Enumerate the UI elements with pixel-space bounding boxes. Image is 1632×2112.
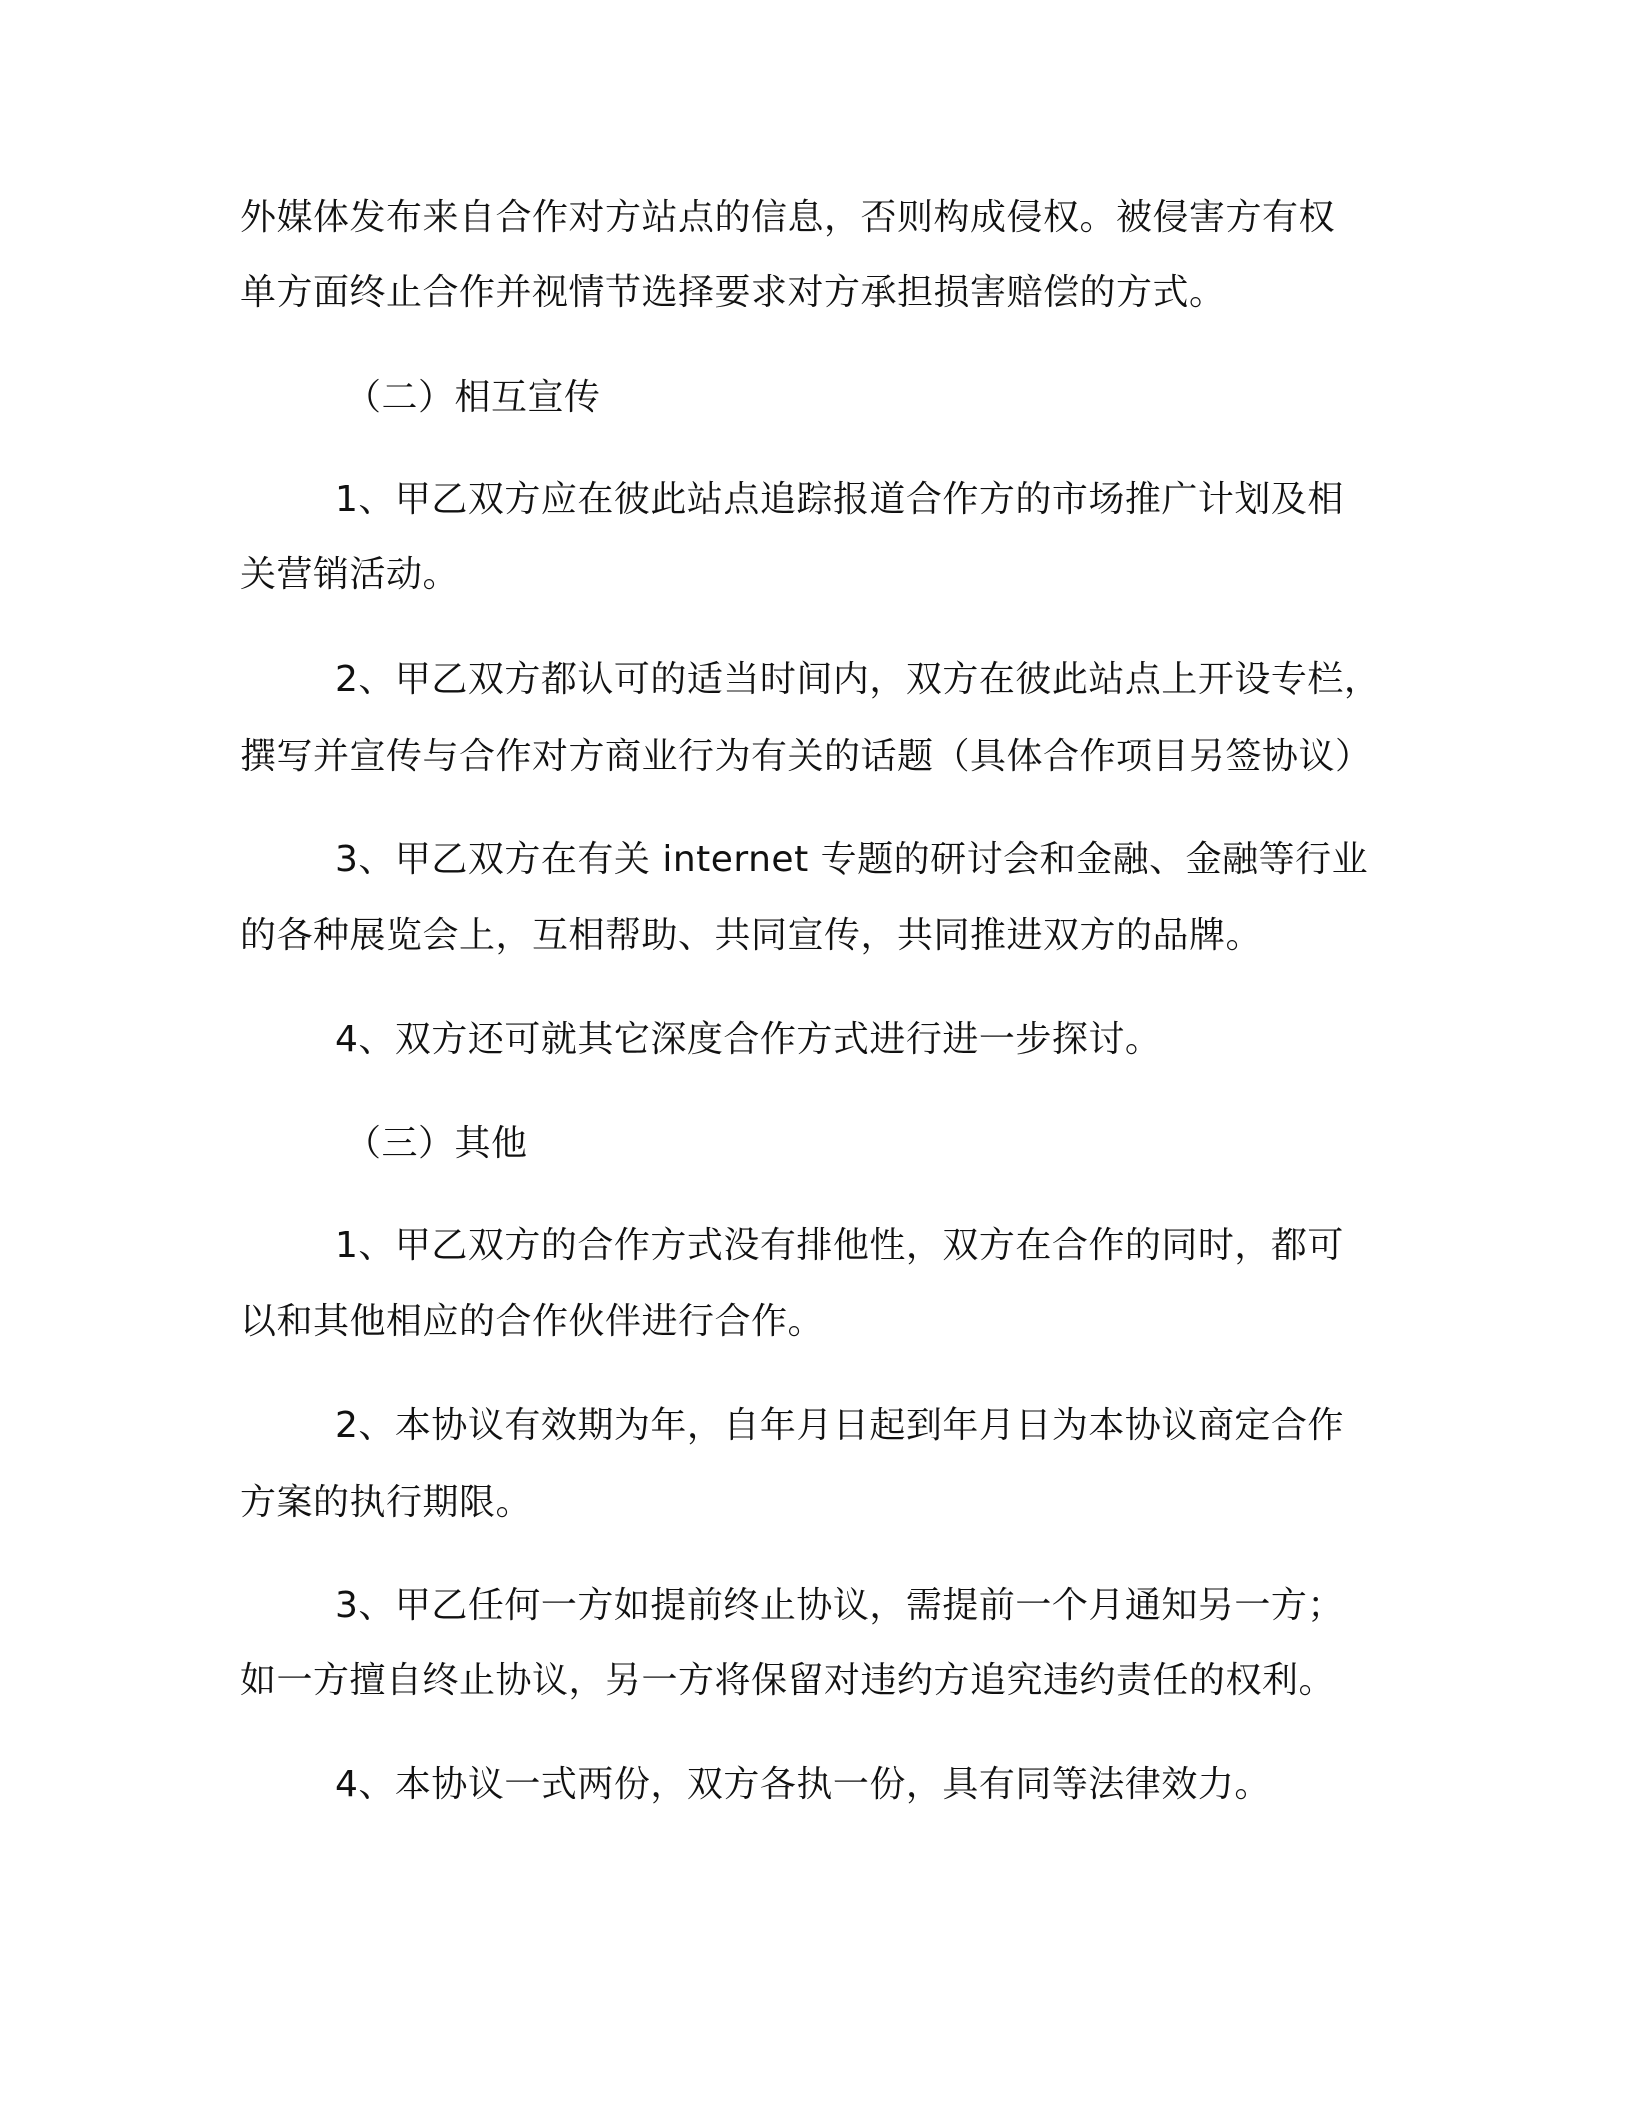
text-line: 撰写并宣传与合作对方商业行为有关的话题（具体合作项目另签协议） (240, 736, 1372, 777)
text-line: 2、本协议有效期为年，自年月日起到年月日为本协议商定合作 (335, 1405, 1344, 1446)
text-line: 关营销活动。 (240, 554, 460, 595)
text-line: 1、甲乙双方的合作方式没有排他性，双方在合作的同时，都可 (335, 1225, 1344, 1266)
text-line: 1、甲乙双方应在彼此站点追踪报道合作方的市场推广计划及相 (335, 479, 1344, 520)
section-heading-mutual-promotion: （二）相互宣传 (345, 377, 601, 418)
text-line: 方案的执行期限。 (240, 1482, 533, 1523)
text-line: 2、甲乙双方都认可的适当时间内，双方在彼此站点上开设专栏， (335, 659, 1381, 700)
text-line: 3、甲乙任何一方如提前终止协议，需提前一个月通知另一方； (335, 1585, 1344, 1626)
text-line: 的各种展览会上，互相帮助、共同宣传，共同推进双方的品牌。 (240, 915, 1263, 956)
text-line: 3、甲乙双方在有关 internet 专题的研讨会和金融、金融等行业 (335, 839, 1369, 880)
text-line: 4、本协议一式两份，双方各执一份，具有同等法律效力。 (335, 1764, 1271, 1805)
text-line: 如一方擅自终止协议，另一方将保留对违约方追究违约责任的权利。 (240, 1660, 1336, 1701)
text-line: 4、双方还可就其它深度合作方式进行进一步探讨。 (335, 1019, 1162, 1060)
section-heading-other: （三）其他 (345, 1123, 528, 1164)
text-line: 单方面终止合作并视情节选择要求对方承担损害赔偿的方式。 (240, 272, 1226, 313)
text-line: 以和其他相应的合作伙伴进行合作。 (240, 1301, 825, 1342)
text-line: 外媒体发布来自合作对方站点的信息，否则构成侵权。被侵害方有权 (240, 197, 1336, 238)
